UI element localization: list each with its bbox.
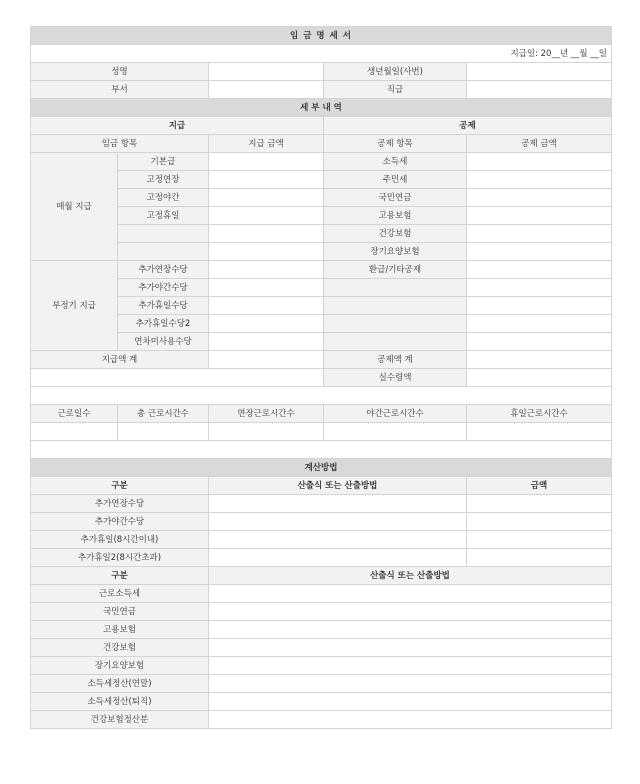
dept-label: 부서 [31, 81, 209, 99]
pay-total-value[interactable] [209, 351, 324, 369]
deduct-item: 국민연금 [324, 189, 467, 207]
calc-deduct-method-value[interactable] [209, 711, 612, 729]
pay-item-col-header: 임금 항목 [31, 135, 209, 153]
calc-div-col-header-2: 구분 [31, 567, 209, 585]
calc-method-col-header: 산출식 또는 산출방법 [209, 477, 467, 495]
pay-item: 연차미사용수당 [118, 333, 209, 351]
pay-total-label: 지급액 계 [31, 351, 209, 369]
calc-method-col-header-2: 산출식 또는 산출방법 [209, 567, 612, 585]
deduct-amount[interactable] [467, 243, 612, 261]
calc-amount-value[interactable] [467, 495, 612, 513]
pay-amount[interactable] [209, 333, 324, 351]
deduct-item: 주민세 [324, 171, 467, 189]
net-pay-label: 실수령액 [324, 369, 467, 387]
deduct-item: 소득세 [324, 153, 467, 171]
calc-deduct-method-value[interactable] [209, 639, 612, 657]
calc-deduct-row-label: 고용보험 [31, 621, 209, 639]
pay-date: 지급일: 20__년 __월 __일 [31, 45, 612, 63]
deduct-amount[interactable] [467, 225, 612, 243]
hours-col-header: 총 근로시간수 [118, 405, 209, 423]
name-value[interactable] [209, 63, 324, 81]
overtime-hours-value[interactable] [209, 423, 324, 441]
deduct-amount-col-header: 공제 금액 [467, 135, 612, 153]
pay-item: 추가휴일수당 [118, 297, 209, 315]
spacer-row [31, 441, 612, 459]
calc-deduct-row-label: 근로소득세 [31, 585, 209, 603]
calc-deduct-row-label: 소득세정산(연말) [31, 675, 209, 693]
position-label: 직급 [324, 81, 467, 99]
calc-deduct-row-label: 소득세정산(퇴직) [31, 693, 209, 711]
pay-amount[interactable] [209, 207, 324, 225]
calc-amount-col-header: 금액 [467, 477, 612, 495]
pay-amount[interactable] [209, 189, 324, 207]
pay-item: 고정휴일 [118, 207, 209, 225]
deduct-amount[interactable] [467, 171, 612, 189]
pay-item: 기본급 [118, 153, 209, 171]
calc-deduct-method-value[interactable] [209, 693, 612, 711]
deduct-item [324, 279, 467, 297]
calc-deduct-method-value[interactable] [209, 675, 612, 693]
deduct-amount[interactable] [467, 279, 612, 297]
hours-col-header: 근로일수 [31, 405, 118, 423]
deduct-item [324, 315, 467, 333]
deduct-amount[interactable] [467, 315, 612, 333]
pay-amount[interactable] [209, 225, 324, 243]
hours-col-header: 휴일근로시간수 [467, 405, 612, 423]
calc-pay-row-label: 추가휴일2(8시간초과) [31, 549, 209, 567]
birth-value[interactable] [467, 63, 612, 81]
pay-amount[interactable] [209, 261, 324, 279]
deduct-item: 고용보험 [324, 207, 467, 225]
deduct-total-label: 공제액 계 [324, 351, 467, 369]
calc-deduct-row-label: 건강보험정산분 [31, 711, 209, 729]
pay-item: 추가야간수당 [118, 279, 209, 297]
pay-amount[interactable] [209, 297, 324, 315]
calc-deduct-method-value[interactable] [209, 657, 612, 675]
hours-col-header: 야간근로시간수 [324, 405, 467, 423]
pay-amount[interactable] [209, 279, 324, 297]
pay-item: 추가휴일수당2 [118, 315, 209, 333]
pay-amount[interactable] [209, 315, 324, 333]
details-header: 세 부 내 역 [31, 99, 612, 117]
monthly-group-label: 매월 지급 [31, 153, 118, 261]
calc-div-col-header: 구분 [31, 477, 209, 495]
pay-amount[interactable] [209, 243, 324, 261]
calc-method-value[interactable] [209, 531, 467, 549]
calc-pay-row-label: 추가야간수당 [31, 513, 209, 531]
deduct-amount[interactable] [467, 297, 612, 315]
calc-method-value[interactable] [209, 513, 467, 531]
pay-amount-col-header: 지급 금액 [209, 135, 324, 153]
holiday-hours-value[interactable] [467, 423, 612, 441]
deduct-item [324, 333, 467, 351]
page-title: 임 금 명 세 서 [31, 27, 612, 45]
calc-pay-row-label: 추가휴일(8시간이내) [31, 531, 209, 549]
dept-value[interactable] [209, 81, 324, 99]
calc-deduct-method-value[interactable] [209, 585, 612, 603]
calc-deduct-method-value[interactable] [209, 621, 612, 639]
deduct-amount[interactable] [467, 207, 612, 225]
hours-col-header: 연장근로시간수 [209, 405, 324, 423]
spacer-row [31, 387, 612, 405]
calc-pay-row-label: 추가연장수당 [31, 495, 209, 513]
name-label: 성명 [31, 63, 209, 81]
deduct-total-value[interactable] [467, 351, 612, 369]
deduct-item [324, 297, 467, 315]
deduct-amount[interactable] [467, 153, 612, 171]
calc-deduct-row-label: 장기요양보험 [31, 657, 209, 675]
pay-section-header: 지급 [31, 117, 324, 135]
deduct-amount[interactable] [467, 261, 612, 279]
pay-statement-table [30, 26, 612, 729]
deduct-amount[interactable] [467, 189, 612, 207]
calc-method-value[interactable] [209, 495, 467, 513]
calc-amount-value[interactable] [467, 513, 612, 531]
pay-item: 고정야간 [118, 189, 209, 207]
night-hours-value[interactable] [324, 423, 467, 441]
pay-item: 추가연장수당 [118, 261, 209, 279]
deduct-amount[interactable] [467, 333, 612, 351]
work-days-value[interactable] [31, 423, 118, 441]
calc-deduct-row-label: 국민연금 [31, 603, 209, 621]
calc-header: 계산방법 [31, 459, 612, 477]
total-hours-value[interactable] [118, 423, 209, 441]
deduct-section-header: 공제 [324, 117, 612, 135]
pay-item: 고정연장 [118, 171, 209, 189]
deduct-item-col-header: 공제 항목 [324, 135, 467, 153]
pay-item [118, 225, 209, 243]
calc-deduct-row-label: 건강보험 [31, 639, 209, 657]
calc-deduct-method-value[interactable] [209, 603, 612, 621]
deduct-item: 환급/기타공제 [324, 261, 467, 279]
calc-amount-value[interactable] [467, 549, 612, 567]
irregular-group-label: 부정기 지급 [31, 261, 118, 351]
birth-label: 생년월일(사번) [324, 63, 467, 81]
net-pay-spacer [31, 369, 324, 387]
pay-amount[interactable] [209, 171, 324, 189]
deduct-item: 건강보험 [324, 225, 467, 243]
net-pay-value[interactable] [467, 369, 612, 387]
calc-amount-value[interactable] [467, 531, 612, 549]
pay-statement [30, 26, 611, 729]
position-value[interactable] [467, 81, 612, 99]
deduct-item: 장기요양보험 [324, 243, 467, 261]
pay-item [118, 243, 209, 261]
pay-amount[interactable] [209, 153, 324, 171]
calc-method-value[interactable] [209, 549, 467, 567]
